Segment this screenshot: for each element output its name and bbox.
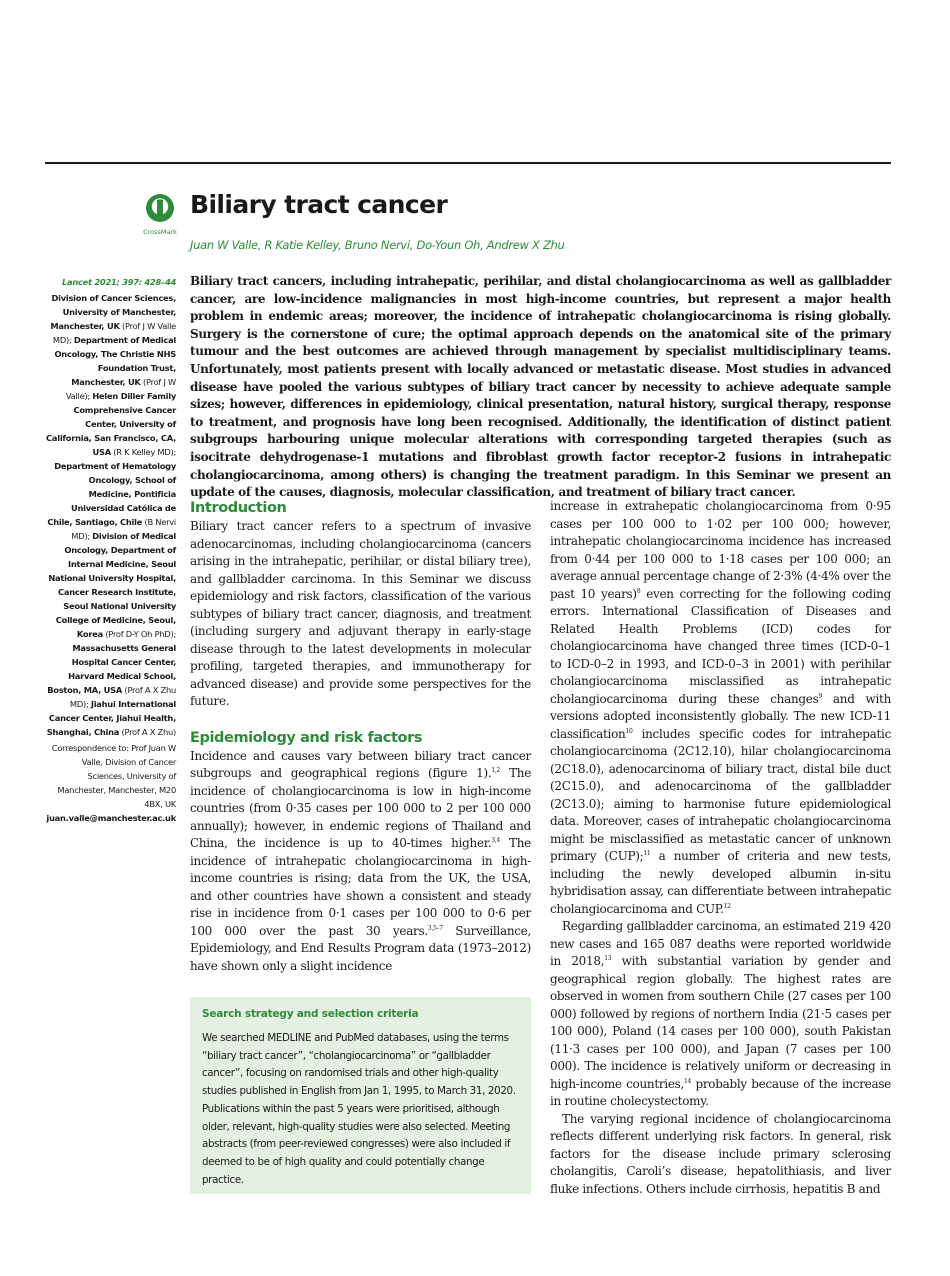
risk-factors-paragraph: The varying regional incidence of cholangiocarcinoma reflects different underlying risk factors. In general, risk factors for the disease include primary sclerosing cholangitis, Caroli’s disease, hepatolithiasis, and liver fluke infections. Others include cirrhosis, hepatitis B and xyxy=(550,1111,891,1196)
affiliation-org: Jiahui International Cancer Center, Jiahui Health, Shanghai, China xyxy=(46,699,176,737)
column-left xyxy=(190,498,531,975)
affiliation-author: (Prof A X Zhu) xyxy=(121,727,176,737)
gallbladder-paragraph: Regarding gallbladder carcinoma, an estimated 219 420 new cases and 165 087 deaths were reported worldwide in 2018,13 with substantial variation by gender and geographical region globally. The highest rates are observed in women from southern Chile (27 cases per 100 000) followed by regions of northern India (21·5 cases per 100 000), Poland (14 cases per 100 000), south Pakistan (11·3 cases per 100 000), and Japan (7 cases per 100 000). The incidence is relatively uniform or decreasing in high-income countries,$^{14}$ probably because of the increase in routine cholecystectomy. xyxy=(550,919,891,1108)
affiliation-org: Helen Diller Family Comprehensive Cancer Center, University of California, San Francisco, CA, USA xyxy=(46,391,176,457)
affiliation-author: (Prof J W Valle); xyxy=(65,377,176,401)
column-right xyxy=(550,498,891,1198)
sidebar xyxy=(45,275,176,825)
epidemiology-continued-paragraph: increase in extrahepatic cholangiocarcinoma from 0·95 cases per 100 000 to 1·02 per 100 000; however, intrahepatic cholangiocarcinoma incidence has increased from 0·44 per 100 000 to 1·18 cases per 100 000; an average annual percentage change of 2·3% (4·4% over the past 10 years)$^8$ even correcting for the following coding errors. International Classification of Diseases and Related Health Problems (ICD) codes for cholangiocarcinoma have changed three times (ICD-0–1 to ICD-0–2 in 1993, and ICD-0–3 in 2001) with perihilar cholangiocarcinoma misclassified as intrahepatic cholangiocarcinoma during these changes$^9$ and with versions adopted inconsistently globally. The new ICD-11 classification$^{10}$ includes specific codes for intrahepatic cholangiocarcinoma (2C12.10), hilar cholangiocarcinoma (2C18.0), adenocarcinoma of biliary tract, distal bile duct (2C15.0), and adenocarcinoma of the gallbladder (2C13.0); aiming to harmonise future epidemiological data. Moreover, cases of intrahepatic cholangiocarcinoma might be misclassified as metastatic cancer of unknown primary (CUP);$^{11}$ a number of criteria and new tests, including the newly developed albumin in-situ hybridisation assay, can differentiate between intrahepatic cholangiocarcinoma and CUP.$^{12}$ xyxy=(550,499,891,916)
crossmark-label: CrossMark xyxy=(143,228,177,236)
affiliation-author: (Prof A X Zhu MD); xyxy=(69,685,176,709)
affiliation-org: Division of Medical Oncology, Department of Internal Medicine, Seoul National University Hospital, Cancer Research Institute, Seoul National University College of Medicine, Seoul, Korea xyxy=(48,531,176,639)
affiliations xyxy=(45,291,176,739)
affiliation-org: Division of Cancer Sciences, University of Manchester, Manchester, UK xyxy=(50,293,176,331)
epidemiology-paragraph: Incidence and causes vary between biliary tract cancer subgroups and geographical regions (figure 1).$^{1,2}$ The incidence of cholangiocarcinoma is low in high-income countries (from 0·35 cases per 100 000 to 2 per 100 000 annually); however, in endemic regions of Thailand and China, the incidence is up to 40-times higher.$^{3,4}$ The incidence of intrahepatic cholangiocarcinoma in high-income countries is rising; data from the UK, the USA, and other countries have shown a consistent and steady rise in incidence from 0·1 cases per 100 000 to 0·6 per 100 000 over the past 30 years.$^{3,5-7}$ Surveillance, Epidemiology, and End Results Program data (1973–2012) have shown only a slight incidence xyxy=(190,748,531,973)
reference-mark[interactable]: 3,4 xyxy=(491,837,501,844)
affiliation-org: Department of Hematology Oncology, School of Medicine, Pontificia Universidad Católica de Chile, Santiago, Chile xyxy=(47,461,176,527)
affiliation-org: Massachusetts General Hospital Cancer Center, Harvard Medical School, Boston, MA, USA xyxy=(47,643,176,695)
search-strategy-panel xyxy=(190,997,531,1194)
section-heading-epidemiology: Epidemiology and risk factors xyxy=(190,729,423,746)
intro-paragraph: Biliary tract cancer refers to a spectrum of invasive adenocarcinomas, including cholangiocarcinoma (cancers arising in the intrahepatic, perihilar, or distal biliary tree), and gallbladder carcinoma. In this Seminar we discuss epidemiology and risk factors, classification of the various subtypes of biliary tract cancer, diagnosis, and treatment (including surgery and adjuvant therapy in early-stage disease through to the latest developments in molecular profiling, targeted therapies, and immunotherapy for advanced disease) and provide some perspectives for the future. xyxy=(190,519,531,708)
reference-mark[interactable]: 10 xyxy=(625,727,633,735)
affiliation-author: (R K Kelley MD); xyxy=(113,447,176,457)
reference-mark[interactable]: 3,5–7 xyxy=(427,924,443,932)
correspondence: Correspondence to: Prof Juan W Valle, Division of Cancer Sciences, University of Manchester, Manchester, M20 4BX, UK xyxy=(51,743,176,809)
reference-mark[interactable]: 8 xyxy=(636,587,641,595)
header-rule xyxy=(45,162,891,164)
affiliation-author: (Prof D-Y Oh PhD); xyxy=(105,629,176,639)
panel-heading: Search strategy and selection criteria xyxy=(202,1008,419,1020)
affiliation-author: (Prof J W Valle MD); xyxy=(52,321,176,345)
section-heading-introduction: Introduction xyxy=(190,500,287,516)
article-title: Biliary tract cancer xyxy=(190,190,448,219)
reference-mark[interactable]: 14 xyxy=(684,1077,692,1085)
reference-mark[interactable]: 1,2 xyxy=(491,767,501,774)
panel-text: We searched MEDLINE and PubMed databases, using the terms “biliary tract cancer”, “cholangiocarcinoma” or “gallbladder cancer”, focusing on randomised trials and other high-quality studies published in English from Jan 1, 1995, to March 31, 2020. Publications within the past 5 years were prioritised, although older, relevant, high-quality studies were also selected. Meeting abstracts (from peer-reviewed congresses) were also included if deemed to be of high quality and could potentially change practice. xyxy=(202,1032,516,1186)
journal-citation: Lancet 2021; 397: 428–44 xyxy=(61,277,176,287)
reference-mark[interactable]: 9 xyxy=(818,692,822,700)
author-list: Juan W Valle, R Katie Kelley, Bruno Nervi, Do-Youn Oh, Andrew X Zhu xyxy=(190,238,565,252)
reference-mark[interactable]: 12 xyxy=(723,902,731,910)
crossmark-icon xyxy=(145,193,175,223)
reference-mark[interactable]: 11 xyxy=(643,850,651,857)
abstract: Biliary tract cancers, including intrahepatic, perihilar, and distal cholangiocarcinoma as well as gallbladder cancer, are low-incidence malignancies in most high-income countries, but represent a major health problem in endemic areas; moreover, the incidence of intrahepatic cholangiocarcinoma is rising globally. Surgery is the cornerstone of cure; the optimal approach depends on the anatomical site of the primary tumour and the best outcomes are achieved through management by specialist multidisciplinary teams. Unfortunately, most patients present with locally advanced or metastatic disease. Most studies in advanced disease have pooled the various subtypes of biliary tract cancer by necessity to achieve adequate sample sizes; however, differences in epidemiology, clinical presentation, natural history, surgical therapy, response to treatment, and prognosis have long been recognised. Additionally, the identification of distinct patient subgroups harbouring unique molecular alterations with corresponding targeted therapies (such as isocitrate dehydrogenase-1 mutations and fibroblast growth factor receptor-2 fusions in intrahepatic cholangiocarcinoma, among others) is changing the treatment paradigm. In this Seminar we present an update of the causes, diagnosis, molecular classification, and treatment of biliary tract cancer. xyxy=(190,274,891,500)
crossmark-badge[interactable] xyxy=(140,193,180,236)
affiliation-org: Department of Medical Oncology, The Christie NHS Foundation Trust, Manchester, UK xyxy=(54,335,176,387)
affiliation-author: (B Nervi MD); xyxy=(71,517,176,541)
reference-mark[interactable]: 13 xyxy=(604,955,612,962)
correspondence-email[interactable]: juan.valle@manchester.ac.uk xyxy=(46,813,176,823)
